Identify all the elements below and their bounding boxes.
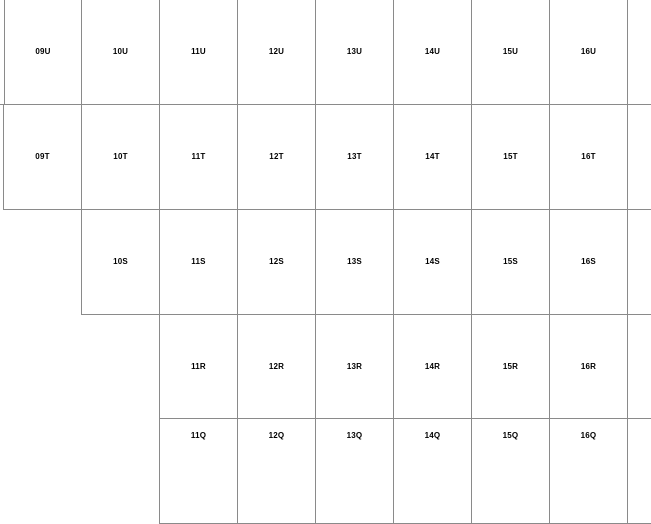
tile-label: 16S (581, 257, 596, 266)
tile-label: 11Q (190, 431, 207, 440)
tile-11u[interactable] (159, 0, 238, 105)
tile-label: 12U (268, 47, 285, 56)
tile-label: 11T (191, 152, 206, 161)
tile-label: 16U (580, 47, 597, 56)
tile-label: 14U (424, 47, 441, 56)
tile-label: 15S (503, 257, 518, 266)
tile-label: 09U (35, 47, 51, 56)
tile-13s[interactable] (315, 209, 394, 315)
tile-15t[interactable] (471, 104, 550, 210)
tile-label: 15T (503, 152, 518, 161)
tile-15r[interactable] (471, 314, 550, 420)
tile-10u[interactable] (81, 0, 160, 105)
tile-12t[interactable] (237, 104, 316, 210)
tile-label: 16R (580, 362, 597, 371)
tile-16r[interactable] (549, 314, 628, 420)
tile-label: 16T (581, 152, 596, 161)
tile-label: 16Q (580, 431, 597, 440)
tile-10s[interactable] (81, 209, 160, 315)
tile-12q[interactable] (237, 418, 316, 524)
tile-14r[interactable] (393, 314, 472, 420)
tile-edge[interactable] (627, 209, 651, 315)
tile-15u[interactable] (471, 0, 550, 105)
tile-09t[interactable] (3, 104, 82, 210)
tile-label: 15U (502, 47, 519, 56)
tile-15q[interactable] (471, 418, 550, 524)
tile-14u[interactable] (393, 0, 472, 105)
tile-label: 11S (191, 257, 206, 266)
grid-edge-stub (0, 104, 4, 105)
tile-label: 12S (269, 257, 284, 266)
tile-12s[interactable] (237, 209, 316, 315)
tile-label: 11U (191, 47, 206, 56)
tile-09u[interactable] (4, 0, 82, 105)
tile-label: 12R (268, 362, 285, 371)
tile-14t[interactable] (393, 104, 472, 210)
tile-14q[interactable] (393, 418, 472, 524)
tile-13t[interactable] (315, 104, 394, 210)
tile-13r[interactable] (315, 314, 394, 420)
tile-12r[interactable] (237, 314, 316, 420)
tile-label: 13U (346, 47, 363, 56)
tile-label: 14S (425, 257, 440, 266)
tile-label: 10U (112, 47, 129, 56)
tile-11s[interactable] (159, 209, 238, 315)
tile-16s[interactable] (549, 209, 628, 315)
tile-label: 15R (502, 362, 519, 371)
tile-label: 13S (347, 257, 362, 266)
tile-label: 15Q (502, 431, 519, 440)
tile-14s[interactable] (393, 209, 472, 315)
tile-label: 13R (346, 362, 363, 371)
tile-16t[interactable] (549, 104, 628, 210)
tile-16q[interactable] (549, 418, 628, 524)
tile-edge[interactable] (627, 0, 651, 105)
tile-label: 13Q (346, 431, 363, 440)
tile-label: 09T (35, 152, 50, 161)
tile-label: 12Q (268, 431, 285, 440)
tile-label: 10S (113, 257, 128, 266)
tile-label: 13T (347, 152, 362, 161)
tile-edge[interactable] (627, 104, 651, 210)
tile-15s[interactable] (471, 209, 550, 315)
tile-13u[interactable] (315, 0, 394, 105)
tile-10t[interactable] (81, 104, 160, 210)
tile-edge[interactable] (627, 314, 651, 420)
tile-label: 14R (424, 362, 441, 371)
tile-label: 14Q (424, 431, 441, 440)
tile-13q[interactable] (315, 418, 394, 524)
tile-label: 12T (269, 152, 284, 161)
tile-11t[interactable] (159, 104, 238, 210)
tile-label: 14T (425, 152, 440, 161)
tile-edge[interactable] (627, 418, 651, 524)
tile-11r[interactable] (159, 314, 238, 420)
tile-label: 10T (113, 152, 128, 161)
tile-12u[interactable] (237, 0, 316, 105)
tile-11q[interactable] (159, 418, 238, 524)
tile-label: 11R (191, 362, 206, 371)
tile-16u[interactable] (549, 0, 628, 105)
